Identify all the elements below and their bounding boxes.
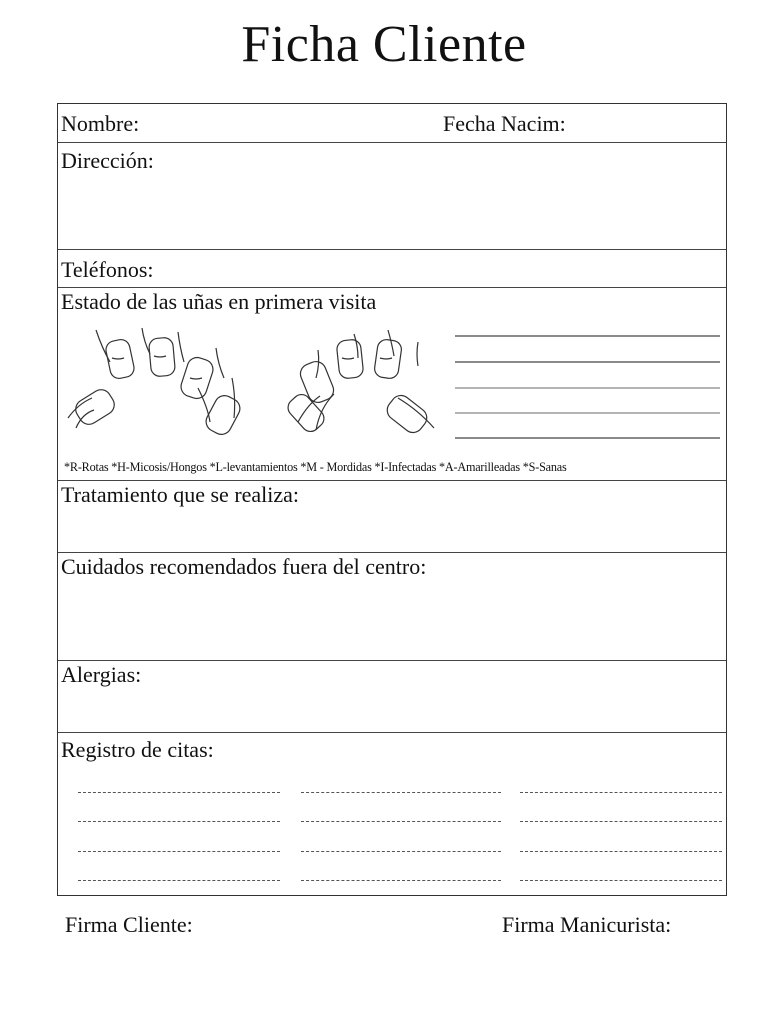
cita-line[interactable] [78, 880, 280, 881]
cuidados-label: Cuidados recomendados fuera del centro: [61, 554, 427, 579]
row-tratamiento[interactable] [58, 481, 726, 553]
cita-line[interactable] [78, 792, 280, 793]
row-cuidados[interactable] [58, 553, 726, 661]
nails-illustration [58, 318, 728, 458]
cita-line[interactable] [520, 851, 722, 852]
telefonos-label: Teléfonos: [61, 257, 154, 282]
direccion-label: Dirección: [61, 148, 154, 173]
cita-line[interactable] [78, 821, 280, 822]
cita-line[interactable] [301, 821, 501, 822]
client-form [57, 103, 727, 896]
nail-condition-legend: *R-Rotas *H-Micosis/Hongos *L-levantamientos *M - Mordidas *I-Infectadas *A-Amarilleadas *S-Sanas [64, 460, 567, 474]
firma-cliente-label: Firma Cliente: [65, 912, 193, 937]
notes-lines [455, 336, 720, 438]
cita-line[interactable] [520, 880, 722, 881]
nombre-label: Nombre: [61, 111, 140, 136]
row-registro-citas[interactable] [58, 733, 726, 897]
page-title: Ficha Cliente [241, 16, 527, 73]
row-telefonos[interactable] [58, 250, 726, 288]
cita-line[interactable] [301, 792, 501, 793]
fecha-nacim-label: Fecha Nacim: [443, 111, 566, 136]
tratamiento-label: Tratamiento que se realiza: [61, 482, 300, 507]
cita-line[interactable] [301, 851, 501, 852]
nail-hand-left-icon [68, 328, 243, 438]
firma-manicurista-label: Firma Manicurista: [502, 912, 672, 937]
registro-citas-label: Registro de citas: [61, 737, 214, 762]
row-alergias[interactable] [58, 661, 726, 733]
cita-line[interactable] [520, 792, 722, 793]
alergias-label: Alergias: [61, 662, 142, 687]
row-direccion[interactable] [58, 143, 726, 250]
cita-line[interactable] [520, 821, 722, 822]
cita-line[interactable] [78, 851, 280, 852]
row-estado-unas [58, 288, 726, 481]
cita-line[interactable] [301, 880, 501, 881]
row-nombre[interactable] [58, 104, 726, 143]
estado-unas-label: Estado de las uñas en primera visita [61, 289, 377, 314]
nail-hand-right-icon [284, 330, 434, 437]
